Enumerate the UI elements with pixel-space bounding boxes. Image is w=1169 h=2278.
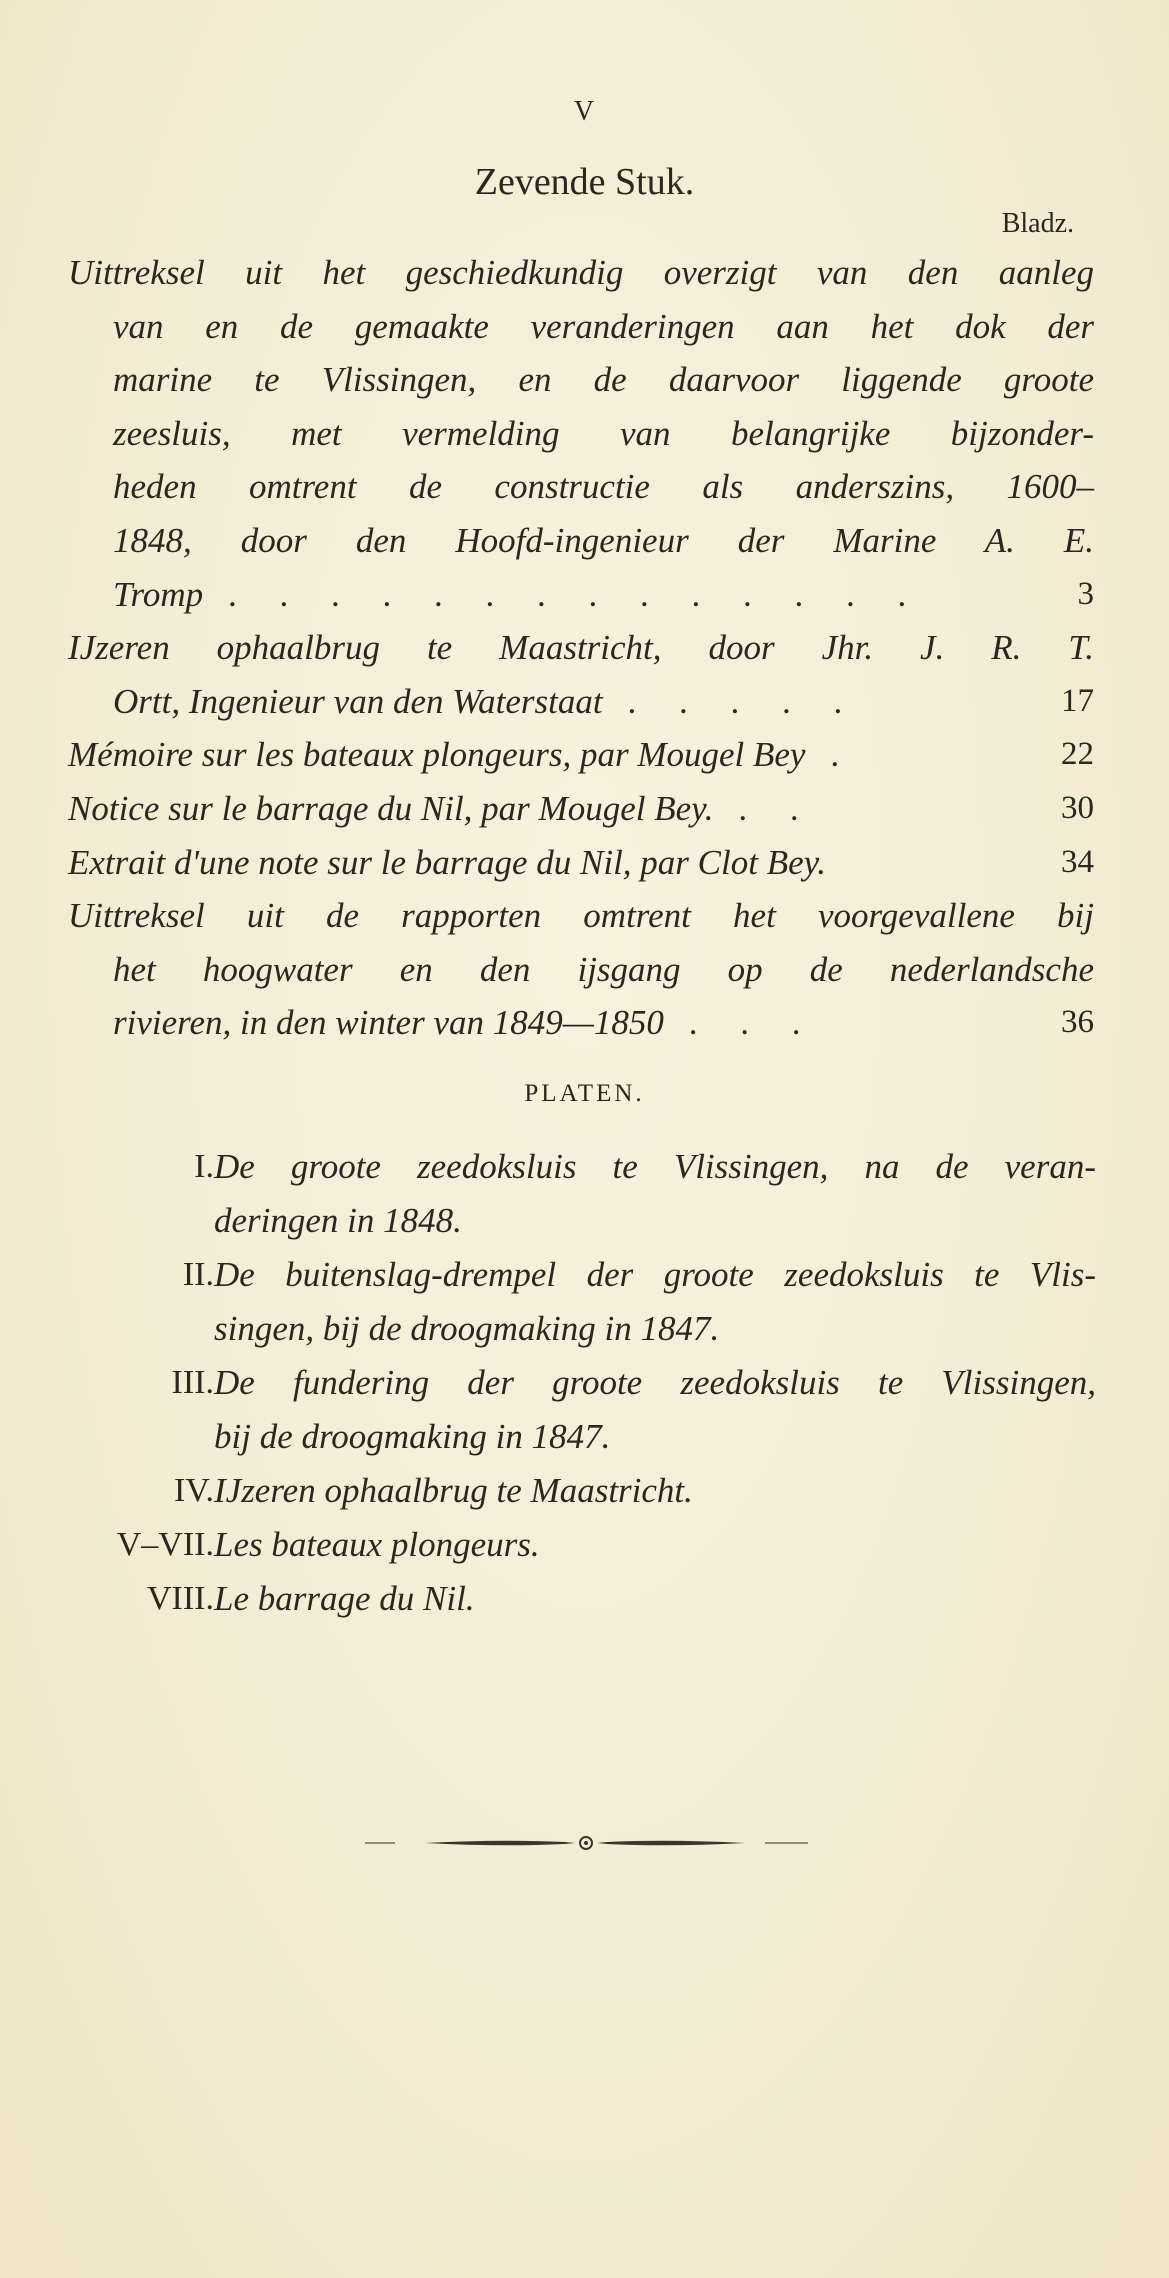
toc-entry-text: Mémoire sur les bateaux plongeurs, par Mougel Bey <box>68 735 806 775</box>
toc-entry-line <box>68 675 1094 729</box>
toc-entry-text: Notice sur le barrage du Nil, par Mougel Bey. <box>68 788 714 828</box>
toc-entry-line <box>68 353 1094 407</box>
table-of-contents <box>68 246 1094 1050</box>
toc-entry-line <box>68 300 1094 354</box>
plate-numeral: IV. <box>174 1472 214 1509</box>
toc-page-number: 22 <box>1061 736 1094 773</box>
plate-title: De fundering der groote zeedoksluis te Vlissingen, <box>214 1363 1096 1402</box>
plate-line <box>0 1140 1169 1194</box>
plate-title: De groote zeedoksluis te Vlissingen, na de veran- <box>214 1147 1096 1186</box>
plate-title: singen, bij de droogmaking in 1847. <box>214 1309 720 1348</box>
plate-line <box>0 1302 1169 1356</box>
toc-entry-text: zeesluis, met vermelding van belangrijke bijzonder- <box>113 413 1094 453</box>
toc-page-number: 34 <box>1061 843 1094 880</box>
toc-entry-line <box>68 568 1094 622</box>
toc-entry-line <box>68 728 1094 782</box>
plate-numeral: I. <box>194 1148 214 1185</box>
toc-entry-line <box>68 889 1094 943</box>
toc-entry-text: Extrait d'une note sur le barrage du Nil, par Clot Bey. <box>68 842 826 882</box>
toc-leader-dots: . . . . . <box>602 681 861 721</box>
toc-entry-line <box>68 514 1094 568</box>
plate-numeral: III. <box>171 1364 214 1401</box>
toc-leader-dots: . <box>805 735 857 775</box>
plate-line <box>0 1518 1169 1572</box>
plate-line <box>0 1356 1169 1410</box>
toc-entry-text: rivieren, in den winter van 1849—1850 <box>113 1003 664 1043</box>
toc-entry-text: heden omtrent de constructie als anderszins, 1600– <box>113 467 1094 507</box>
toc-entry-text: IJzeren ophaalbrug te Maastricht, door Jhr. J. R. T. <box>68 628 1094 668</box>
plate-line <box>0 1464 1169 1518</box>
toc-entry-text: Tromp <box>113 574 204 614</box>
plate-line <box>0 1410 1169 1464</box>
toc-entry <box>68 621 1094 728</box>
plate-title: deringen in 1848. <box>214 1201 462 1240</box>
toc-leader-dots: . . . <box>663 1003 819 1043</box>
plates-list <box>0 1140 1169 1626</box>
plate-line <box>0 1572 1169 1626</box>
toc-entry <box>68 836 1094 890</box>
toc-entry-line <box>68 621 1094 675</box>
toc-entry-line <box>68 943 1094 997</box>
toc-entry <box>68 889 1094 1050</box>
toc-entry-line <box>68 782 1094 836</box>
toc-page-number: 30 <box>1061 789 1094 826</box>
plates-heading: PLATEN. <box>524 1080 645 1107</box>
plate-title: Le barrage du Nil. <box>214 1579 475 1618</box>
toc-entry-text: van en de gemaakte veranderingen aan het dok der <box>113 306 1094 346</box>
plate-numeral: II. <box>182 1256 214 1293</box>
toc-page-number: 36 <box>1061 1004 1094 1041</box>
toc-leader-dots: . . <box>713 788 817 828</box>
plate-title: De buitenslag-drempel der groote zeedoksluis te Vlis- <box>214 1255 1096 1294</box>
toc-page-number: 3 <box>1077 575 1094 612</box>
plate-title: bij de droogmaking in 1847. <box>214 1417 611 1456</box>
ornament-divider-icon <box>0 1828 1169 1858</box>
toc-page-number: 17 <box>1061 682 1094 719</box>
toc-entry-line <box>68 996 1094 1050</box>
toc-entry-line <box>68 407 1094 461</box>
section-title: Zevende Stuk. <box>474 161 695 203</box>
plate-line <box>0 1248 1169 1302</box>
plate-title: Les bateaux plongeurs. <box>214 1525 540 1564</box>
toc-leader-dots: . . . . . . . . . . . . . . <box>203 574 925 614</box>
toc-entry-text: marine te Vlissingen, en de daarvoor liggende groote <box>113 360 1094 400</box>
plate-numeral: VIII. <box>146 1580 214 1617</box>
toc-entry <box>68 246 1094 621</box>
toc-entry-text: 1848, door den Hoofd-ingenieur der Marine A. E. <box>113 520 1094 560</box>
toc-entry-text: Uittreksel uit de rapporten omtrent het voorgevallene bij <box>68 896 1094 936</box>
toc-entry-line <box>68 836 1094 890</box>
toc-entry-text: het hoogwater en den ijsgang op de nederlandsche <box>113 949 1094 989</box>
toc-entry-line <box>68 460 1094 514</box>
plate-title: IJzeren ophaalbrug te Maastricht. <box>214 1471 693 1510</box>
plate-line <box>0 1194 1169 1248</box>
page-column-label: Bladz. <box>1001 208 1074 239</box>
toc-entry <box>68 728 1094 782</box>
toc-entry-text: Uittreksel uit het geschiedkundig overzigt van den aanleg <box>68 253 1094 292</box>
plate-numeral: V–VII. <box>116 1526 214 1563</box>
toc-entry-text: Ortt, Ingenieur van den Waterstaat <box>113 681 603 721</box>
toc-entry-line <box>68 246 1094 300</box>
toc-entry <box>68 782 1094 836</box>
page-number: V <box>573 96 596 127</box>
